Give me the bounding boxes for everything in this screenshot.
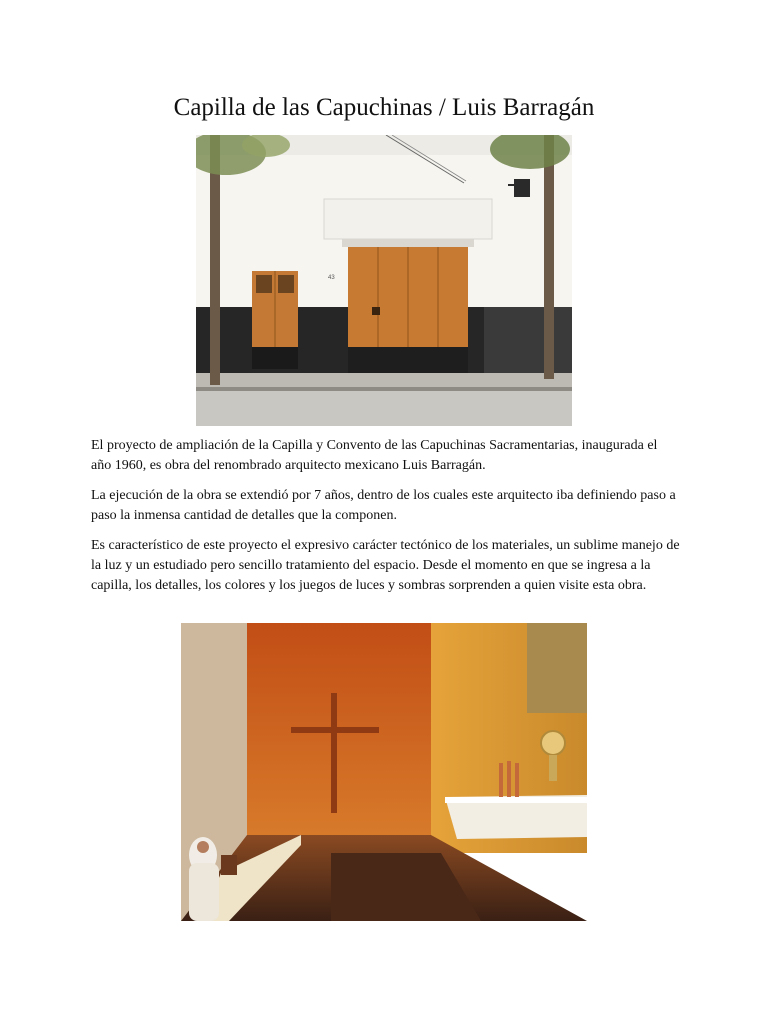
page-title: Capilla de las Capuchinas / Luis Barragán <box>173 94 595 121</box>
door-lintel <box>342 239 474 247</box>
facade-photo <box>196 135 572 426</box>
paragraph-description: Es característico de este proyecto el expresivo carácter tectónico de los materiales, un sublime manejo de la luz y un estudiado pero sencillo tratamiento del espacio. Desde el momento en que se ingresa a la capilla, los detalles, los colores y los juegos de luces y sombras sorprenden a quien visite esta obra. <box>91 538 680 593</box>
stone-base <box>484 307 572 373</box>
kneeler <box>221 855 237 875</box>
sidewalk <box>196 373 572 389</box>
door-peephole <box>372 307 380 315</box>
parapet <box>324 199 492 239</box>
paragraph-construction: La ejecución de la obra se extendió por 7 años, dentro de los cuales este arquitecto iba definiendo paso a paso la inmensa cantidad de detalles que la componen. <box>91 488 676 523</box>
facade-illustration <box>196 135 572 426</box>
golden-panel <box>527 623 587 713</box>
curb <box>196 387 572 391</box>
cross-horizontal <box>291 727 379 733</box>
paragraph-intro: El proyecto de ampliación de la Capilla y Convento de las Capuchinas Sacramentarias, inaugurada el año 1960, es obra del renombrado arquitecto mexicano Luis Barragán. <box>91 438 658 473</box>
monstrance-ornament <box>541 731 565 755</box>
right-tree-trunk <box>544 135 554 379</box>
door-black-base <box>348 347 468 373</box>
cross-vertical <box>331 693 337 813</box>
street <box>196 391 572 426</box>
wall-lamp <box>514 179 530 197</box>
chapel-illustration <box>181 623 587 921</box>
candle <box>499 763 503 797</box>
house-number: 43 <box>328 275 335 281</box>
chapel-interior-photo <box>181 623 587 921</box>
